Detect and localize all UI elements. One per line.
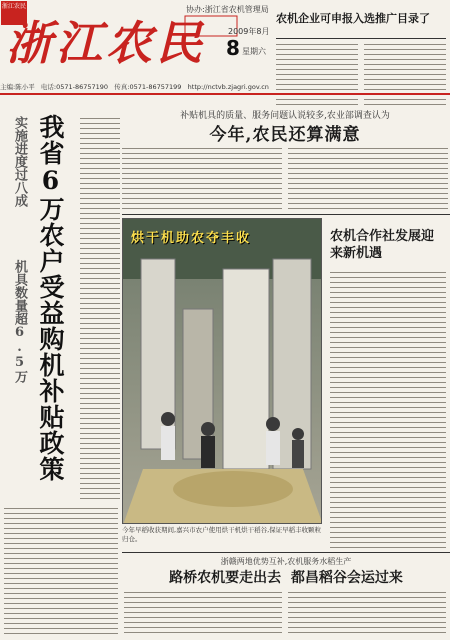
bottom-headline: 路桥农机要走出去 都昌稻谷会运过来 <box>169 570 403 586</box>
issue-day-number: 8 <box>226 36 240 60</box>
issue-date: 2009年8月 <box>228 27 270 36</box>
issue-weekday: 星期六 <box>242 47 266 56</box>
masthead <box>0 0 450 112</box>
right-story-headline: 农机合作社发展迎来新机遇 <box>330 229 435 261</box>
right-story-body <box>330 270 446 548</box>
vertical-headline-block <box>0 112 120 504</box>
header-feature <box>276 10 446 110</box>
bottom-body <box>124 590 282 636</box>
photo-caption: 今年早稻收获期间,嘉兴市农户使用烘干机烘干稻谷,保证早稻丰收颗粒归仓。 <box>122 526 322 543</box>
vertical-subheadline-2: 机具数量超6.5万 <box>12 260 27 383</box>
photo-title: 烘干机助农夺丰收 <box>131 231 252 246</box>
lead-body-2 <box>288 146 448 210</box>
masthead-badge: 浙江农民 <box>1 1 27 25</box>
header-feature-title: 农机企业可申报入选推广目录了 <box>276 12 430 25</box>
contact-bar <box>0 82 274 92</box>
website-link[interactable]: http://nctvb.zjagri.gov.cn <box>187 83 269 91</box>
left-story-body-lower <box>4 506 118 634</box>
vertical-main-headline: 我省6万农户受益购机补贴政策 <box>36 114 65 482</box>
chief-editor: 主编:陈小平 <box>0 83 35 91</box>
bottom-body-2 <box>288 590 446 636</box>
fax-number: 传真:0571-86757199 <box>114 83 182 91</box>
header-feature-body <box>276 42 358 108</box>
vertical-subheadline-1: 实施进度过八成 <box>12 116 27 207</box>
vertical-story-body <box>80 116 120 502</box>
bottom-kicker: 浙赣两地优势互补,农机服务水稻生产 <box>220 557 352 566</box>
feature-photo <box>122 218 322 524</box>
masthead-title: 浙江农民 <box>6 16 206 70</box>
lead-kicker: 补贴机具的质量、服务问题认说较多,农业部调查认为 <box>180 111 390 121</box>
lead-headline: 今年,农民还算满意 <box>209 125 361 145</box>
header-feature-body-2 <box>364 42 446 108</box>
lead-body <box>122 146 282 210</box>
publisher-line: 协办:浙江省农机管理局 <box>186 5 269 14</box>
phone-number: 电话:0571-86757190 <box>40 83 109 91</box>
